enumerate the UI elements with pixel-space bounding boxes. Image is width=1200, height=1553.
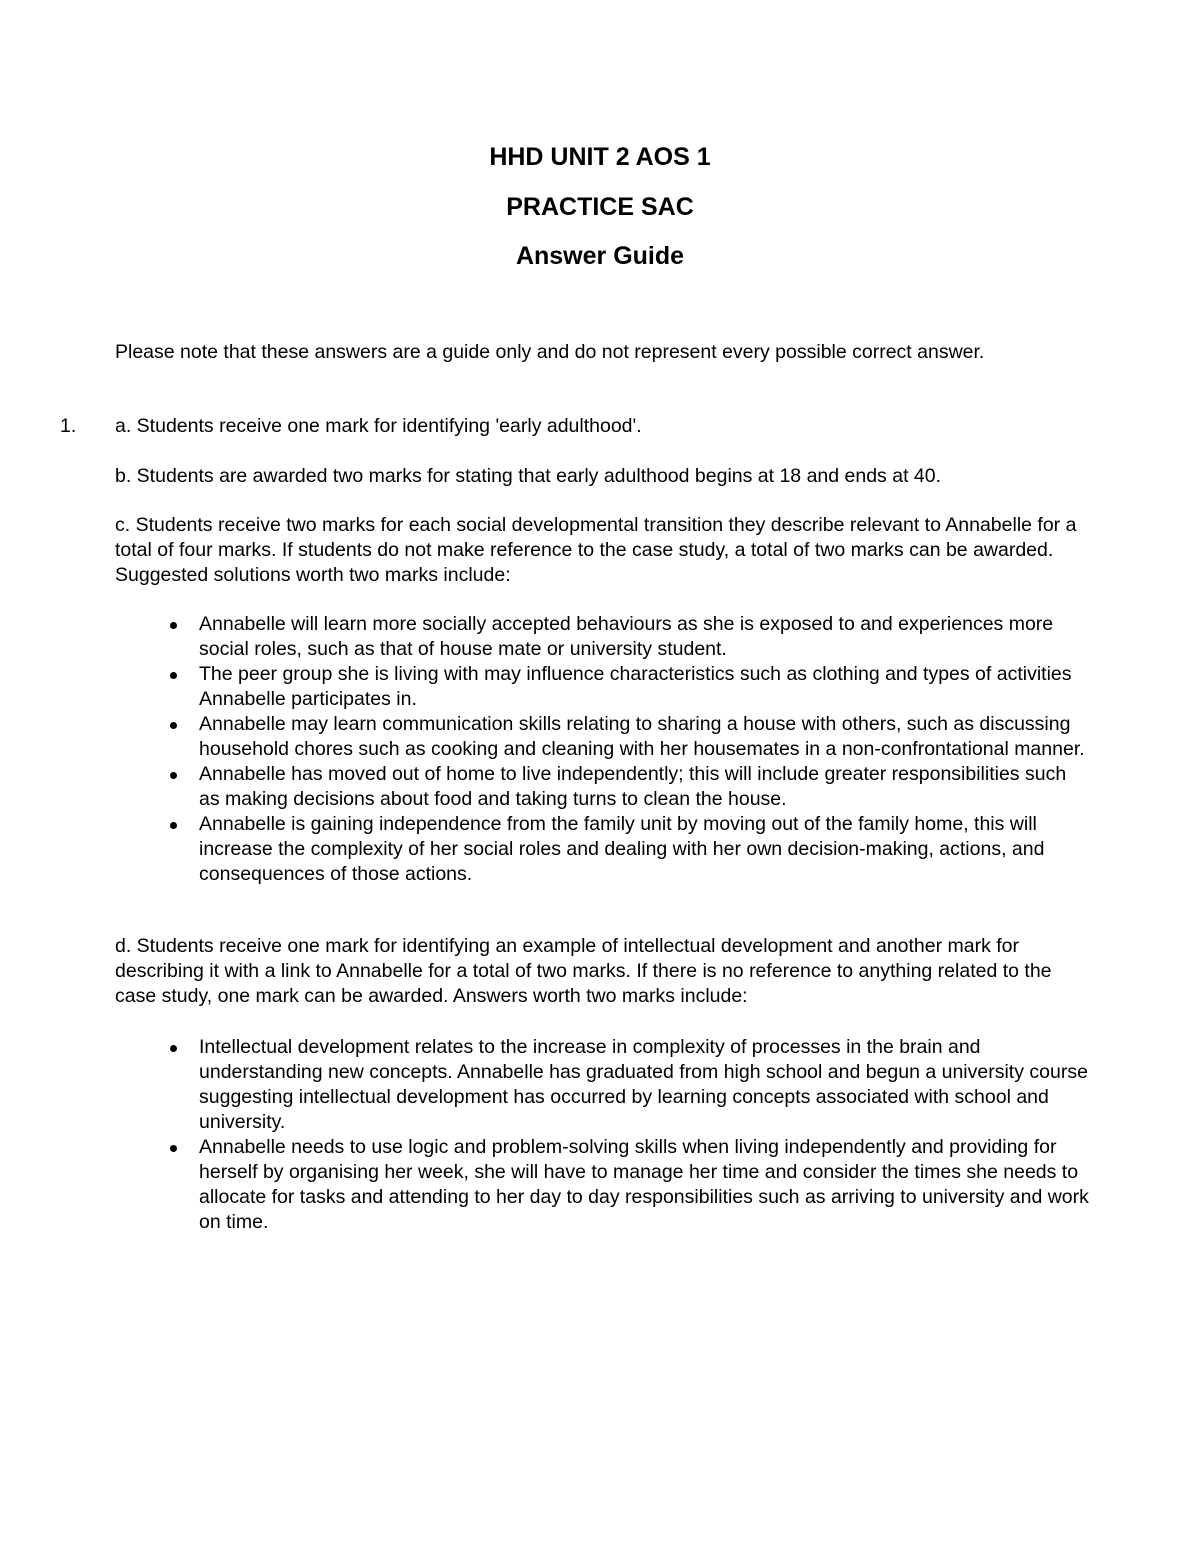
list-item — [165, 712, 1090, 762]
bullet-icon — [170, 822, 177, 829]
title-unit: HHD UNIT 2 AOS 1 — [489, 143, 711, 171]
bullet-icon — [170, 1045, 177, 1052]
question-number: 1. — [60, 415, 77, 437]
list-item-text: Annabelle will learn more socially accepted behaviours as she is exposed to and experiences more social roles, such as that of house mate or university student. — [199, 613, 1054, 660]
list-item-text: Annabelle may learn communication skills relating to sharing a house with others, such as discussing household chores such as cooking and cleaning with her housemates in a non-confrontational manner. — [199, 713, 1085, 760]
question-part-c: c. Students receive two marks for each social developmental transition they describe relevant to Annabelle for a total of four marks. If students do not make reference to the case study, a total of two marks can be awarded. Suggested solutions worth two marks include: — [115, 514, 1077, 586]
bullet-icon — [170, 722, 177, 729]
part-c-bullet-list — [165, 612, 1090, 887]
list-item-text: Intellectual development relates to the increase in complexity of processes in the brain and understanding new concepts. Annabelle has graduated from high school and begun a university course suggesting intellectual development has occurred by learning concepts associated with school and university. — [199, 1036, 1088, 1133]
list-item — [165, 762, 1090, 812]
intro-note: Please note that these answers are a guide only and do not represent every possible correct answer. — [115, 341, 985, 363]
title-practice-sac: PRACTICE SAC — [506, 193, 694, 221]
list-item — [165, 662, 1090, 712]
list-item — [165, 1135, 1090, 1235]
bullet-icon — [170, 622, 177, 629]
list-item — [165, 1035, 1090, 1135]
title-answer-guide: Answer Guide — [515, 242, 685, 270]
question-part-a: a. Students receive one mark for identifying 'early adulthood'. — [115, 415, 642, 437]
part-d-bullet-list — [165, 1035, 1090, 1235]
list-item-text: Annabelle has moved out of home to live independently; this will include greater responsibilities such as making decisions about food and taking turns to clean the house. — [199, 763, 1067, 810]
list-item-text: The peer group she is living with may influence characteristics such as clothing and types of activities Annabelle participates in. — [199, 663, 1072, 710]
list-item — [165, 812, 1090, 887]
bullet-icon — [170, 772, 177, 779]
question-part-b: b. Students are awarded two marks for stating that early adulthood begins at 18 and ends at 40. — [115, 465, 942, 487]
bullet-icon — [170, 1145, 177, 1152]
list-item-text: Annabelle needs to use logic and problem-solving skills when living independently and providing for herself by organising her week, she will have to manage her time and consider the times she needs to allocate for tasks and attending to her day to day responsibilities such as arriving to university and work on time. — [199, 1136, 1089, 1233]
bullet-icon — [170, 672, 177, 679]
list-item-text: Annabelle is gaining independence from the family unit by moving out of the family home, this will increase the complexity of her social roles and dealing with her own decision-making, actions, and consequences of those actions. — [199, 813, 1045, 885]
list-item — [165, 612, 1090, 662]
question-part-d: d. Students receive one mark for identifying an example of intellectual development and another mark for describing it with a link to Annabelle for a total of two marks. If there is no reference to anything related to the case study, one mark can be awarded. Answers worth two marks include: — [115, 935, 1052, 1007]
